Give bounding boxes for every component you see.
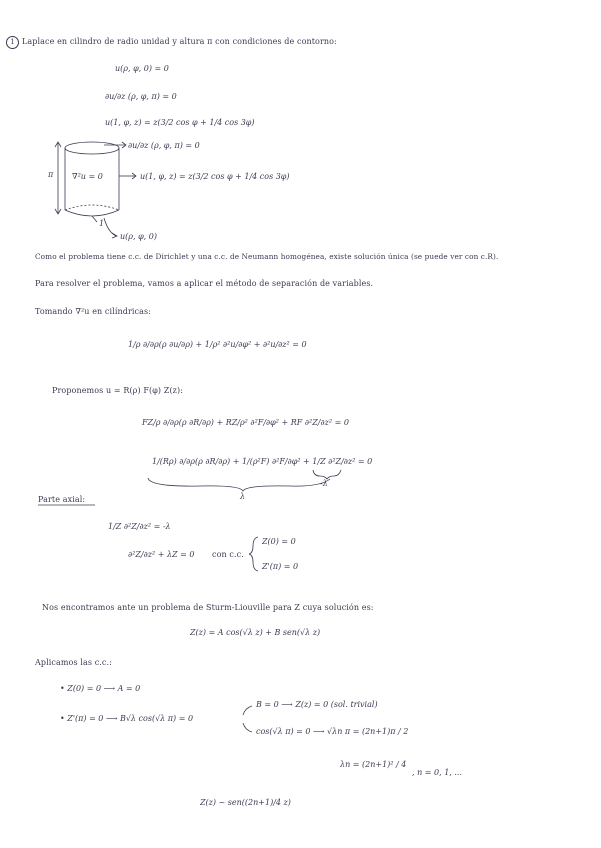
problem-title: Laplace en cilindro de radio unidad y altura π con condiciones de contorno: bbox=[22, 37, 337, 46]
laplace-inside: ∇²u = 0 bbox=[72, 172, 103, 181]
axial-heading: Parte axial: bbox=[38, 495, 86, 504]
bc-side: u(1, φ, z) = z(3/2 cos φ + 1/4 cos 3φ) bbox=[105, 118, 255, 127]
axial-eq-2: ∂²Z/∂z² + λZ = 0 bbox=[128, 550, 195, 559]
paragraph-sturm: Nos encontramos ante un problema de Sturm-Liouville para Z cuya solución es: bbox=[42, 603, 374, 612]
apply-cc-1: • Z(0) = 0 ⟶ A = 0 bbox=[60, 684, 141, 693]
branch-nontrivial: cos(√λ π) = 0 ⟶ √λn π = (2n+1)π / 2 bbox=[256, 727, 409, 736]
height-arrow-bottom bbox=[55, 209, 61, 214]
diagram-side-bc: u(1, φ, z) = z(3/2 cos φ + 1/4 cos 3φ) bbox=[140, 172, 290, 181]
branch-brace-upper bbox=[243, 706, 252, 715]
cc-label: con c.c. bbox=[212, 550, 244, 559]
cc-zpi: Z'(π) = 0 bbox=[262, 562, 299, 571]
cc-z0: Z(0) = 0 bbox=[262, 537, 296, 546]
eigenvalues: λn = (2n+1)² / 4 bbox=[340, 760, 407, 769]
lambda-label: λ bbox=[240, 492, 246, 501]
general-solution: Z(z) = A cos(√λ z) + B sen(√λ z) bbox=[190, 628, 321, 637]
diagram-top-bc: ∂u/∂z (ρ, φ, π) = 0 bbox=[128, 141, 200, 150]
axial-eq-1: 1/Z ∂²Z/∂z² = -λ bbox=[108, 522, 171, 531]
paragraph-cylindrical: Tomando ∇²u en cilíndricas: bbox=[35, 307, 152, 316]
minus-lambda-label: -λ bbox=[320, 479, 328, 488]
diagram-bottom-bc: u(ρ, φ, 0) bbox=[120, 232, 157, 241]
radius-label: 1 bbox=[99, 219, 105, 228]
paragraph-apply: Aplicamos las c.c.: bbox=[35, 658, 112, 667]
paragraph-method: Para resolver el problema, vamos a aplicar el método de separación de variables. bbox=[35, 279, 374, 288]
paragraph-propose: Proponemos u = R(ρ) F(φ) Z(z): bbox=[52, 386, 183, 395]
n-range: , n = 0, 1, ... bbox=[412, 768, 463, 777]
height-arrow-top bbox=[55, 142, 61, 147]
separated-eq-2: 1/(Rρ) ∂/∂ρ(ρ ∂R/∂ρ) + 1/(ρ²F) ∂²F/∂φ² + 1/Z ∂²Z/∂z² = 0 bbox=[152, 457, 373, 466]
separated-eq-1: FZ/ρ ∂/∂ρ(ρ ∂R/∂ρ) + RZ/ρ² ∂²F/∂φ² + RF ∂²Z/∂z² = 0 bbox=[142, 418, 349, 427]
paragraph-uniqueness: Como el problema tiene c.c. de Dirichlet y una c.c. de Neumann homogénea, existe solución única (se puede ver con c.R). bbox=[35, 252, 499, 261]
cylinder-top-ellipse bbox=[65, 142, 119, 154]
bc-top: ∂u/∂z (ρ, φ, π) = 0 bbox=[105, 92, 177, 101]
branch-brace-lower bbox=[243, 723, 252, 732]
apply-cc-2: • Z'(π) = 0 ⟶ B√λ cos(√λ π) = 0 bbox=[60, 714, 194, 723]
bottom-bc-arrow bbox=[104, 218, 116, 236]
cc-curly-brace bbox=[249, 537, 258, 571]
radius-mark bbox=[92, 216, 97, 222]
side-bc-arrowhead bbox=[132, 173, 136, 179]
branch-trivial: B = 0 ⟶ Z(z) = 0 (sol. trivial) bbox=[256, 700, 378, 709]
height-label: π bbox=[48, 170, 54, 179]
cylinder-bottom-back-arc bbox=[65, 205, 119, 210]
minus-lambda-brace bbox=[313, 470, 341, 479]
bc-bottom: u(ρ, φ, 0) = 0 bbox=[115, 64, 169, 73]
laplacian-cylindrical: 1/ρ ∂/∂ρ(ρ ∂u/∂ρ) + 1/ρ² ∂²u/∂φ² + ∂²u/∂z² = 0 bbox=[128, 340, 307, 349]
final-solution: Z(z) ~ sen((2n+1)/4 z) bbox=[200, 798, 291, 807]
lambda-brace bbox=[148, 478, 330, 491]
top-bc-arrowhead bbox=[122, 142, 126, 148]
problem-number: 1 bbox=[6, 36, 19, 49]
bottom-bc-arrowhead bbox=[112, 233, 117, 238]
cylinder-bottom-arc bbox=[65, 210, 119, 216]
